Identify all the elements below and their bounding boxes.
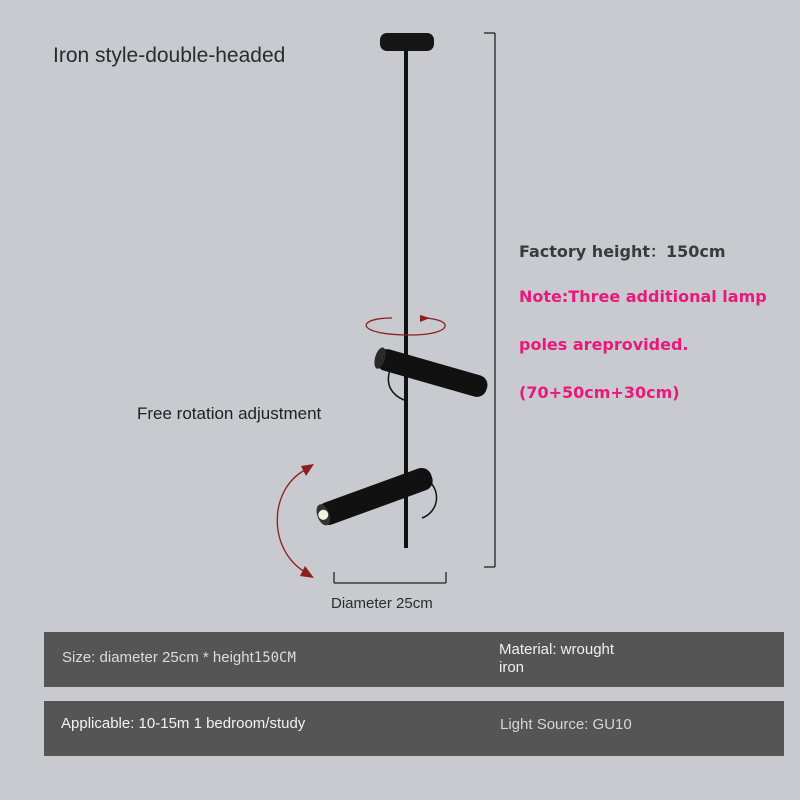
note-line-2: poles areprovided. [519, 335, 689, 354]
material-text [499, 641, 614, 677]
rotation-label: Free rotation adjustment [137, 404, 322, 423]
arc-arrow-icon [277, 464, 314, 578]
lower-lamp-head [314, 465, 437, 528]
ceiling-canopy [380, 33, 434, 51]
size-value: 150CM [253, 650, 296, 666]
diameter-dimension-bracket [334, 572, 446, 583]
size-text [62, 649, 296, 666]
diameter-label: Diameter 25cm [331, 595, 433, 612]
size-prefix: Size: diameter 25cm * height [62, 649, 254, 666]
note-line-1: Note:Three additional lamp [519, 287, 767, 306]
height-dimension-bracket [484, 33, 495, 567]
note-line-3: (70+50cm+30cm) [519, 383, 680, 402]
applicable-text: Applicable: 10-15m 1 bedroom/study [61, 715, 306, 732]
upper-lamp-head [372, 346, 490, 400]
info-bar-applicable-light [44, 701, 784, 756]
factory-height-text: Factory height：150cm [519, 242, 726, 261]
info-bar-size-material [44, 632, 784, 687]
material-line-2: iron [499, 659, 525, 676]
product-title: Iron style-double-headed [53, 44, 286, 67]
material-line-1: Material: wrought [499, 641, 615, 658]
light-source-text: Light Source: GU10 [500, 716, 632, 733]
